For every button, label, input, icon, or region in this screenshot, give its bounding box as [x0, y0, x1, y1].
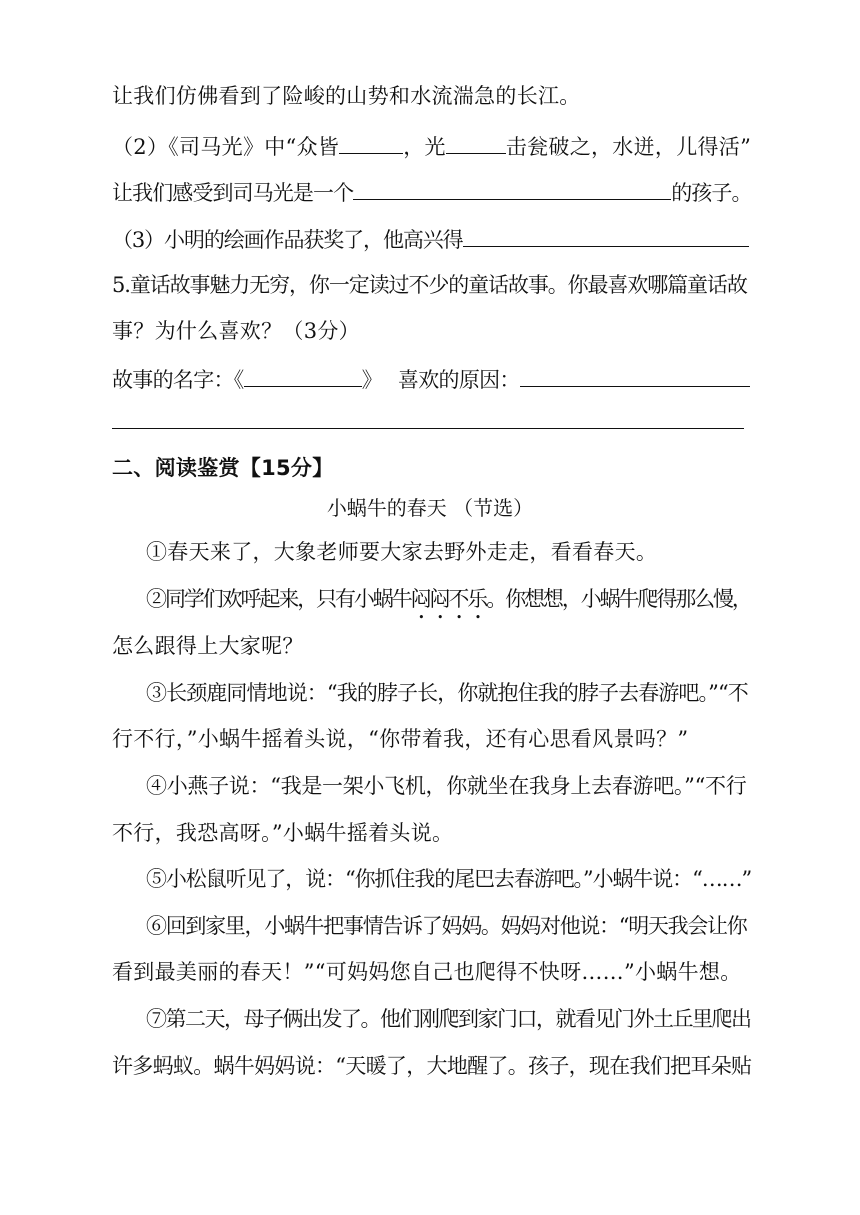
story-name-close: 》	[361, 368, 382, 392]
paragraph-2-text-after: 。你想想，小蜗牛爬得那么慢，	[486, 587, 751, 611]
question-2-prefix: （2）《司马光》中“众皆	[112, 135, 340, 159]
story-name-blank[interactable]	[244, 364, 362, 387]
paragraph-4-line-2: 不行，我恐高呀。”小蜗牛摇着头说。	[112, 821, 454, 845]
paragraph-3-line-1: ③长颈鹿同情地说：“我的脖子长，你就抱住我的脖子去春游吧。”“不	[146, 681, 748, 705]
story-name-label: 故事的名字：《	[112, 368, 244, 392]
reason-answer-line[interactable]	[112, 428, 744, 429]
question-2-line-1	[112, 131, 751, 161]
paragraph-2-line-2: 怎么跟得上大家呢？	[112, 634, 304, 658]
paragraph-2-line-1	[146, 585, 751, 624]
answer-blank[interactable]	[463, 224, 749, 247]
dotted-word: 闷闷不乐	[410, 587, 487, 611]
paragraph-2-text-before: ②同学们欢呼起来，只有小蜗牛	[146, 587, 411, 611]
question-3-prefix: （3）小明的绘画作品获奖了，他高兴得	[112, 228, 463, 252]
paragraph-7-line-1: ⑦第二天，母子俩出发了。他们刚爬到家门口，就看见门外土丘里爬出	[146, 1007, 751, 1031]
answer-blank[interactable]	[353, 177, 671, 200]
answer-blank[interactable]	[339, 131, 403, 154]
story-answer-line	[112, 364, 750, 394]
paragraph-4-line-1: ④小燕子说：“我是一架小飞机，你就坐在我身上去春游吧。”“不行	[146, 774, 747, 798]
question-3	[112, 224, 749, 254]
question-2-line-2-prefix: 让我们感受到司马光是一个	[112, 181, 354, 205]
question-5-line-1: 5.童话故事魅力无穷，你一定读过不少的童话故事。你最喜欢哪篇童话故	[112, 273, 747, 297]
paragraph-3-line-2: 行不行，”小蜗牛摇着头说，“你带着我，还有心思看风景吗？”	[112, 727, 689, 751]
paragraph-1: ①春天来了，大象老师要大家去野外走走，看看春天。	[146, 540, 658, 564]
section-heading: 二、阅读鉴赏【15分】	[112, 456, 334, 480]
reason-label: 喜欢的原因：	[397, 368, 520, 392]
fill-in-line-1: 让我们仿佛看到了险峻的山势和水流湍急的长江。	[112, 84, 581, 108]
question-2-mid: ，光	[403, 135, 446, 159]
question-2-suffix: 击瓮破之，水迸，儿得活”	[505, 135, 752, 159]
question-2-line-2	[112, 177, 752, 207]
paragraph-6-line-1: ⑥回到家里，小蜗牛把事情告诉了妈妈。妈妈对他说：“明天我会让你	[146, 914, 747, 938]
paragraph-7-line-2: 许多蚂蚁。蜗牛妈妈说：“天暖了，大地醒了。孩子，现在我们把耳朵贴	[112, 1054, 752, 1078]
question-5-line-2: 事？为什么喜欢？（3分）	[112, 319, 360, 343]
answer-blank[interactable]	[446, 131, 506, 154]
question-2-line-2-suffix: 的孩子。	[671, 181, 752, 205]
paragraph-6-line-2: 看到最美丽的春天！”“可妈妈您自己也爬得不快呀……”小蜗牛想。	[112, 960, 742, 984]
paragraph-5: ⑤小松鼠听见了，说：“你抓住我的尾巴去春游吧。”小蜗牛说：“……”	[146, 867, 752, 891]
article-title: 小蜗牛的春天 （节选）	[326, 496, 534, 520]
reason-blank[interactable]	[520, 364, 750, 387]
